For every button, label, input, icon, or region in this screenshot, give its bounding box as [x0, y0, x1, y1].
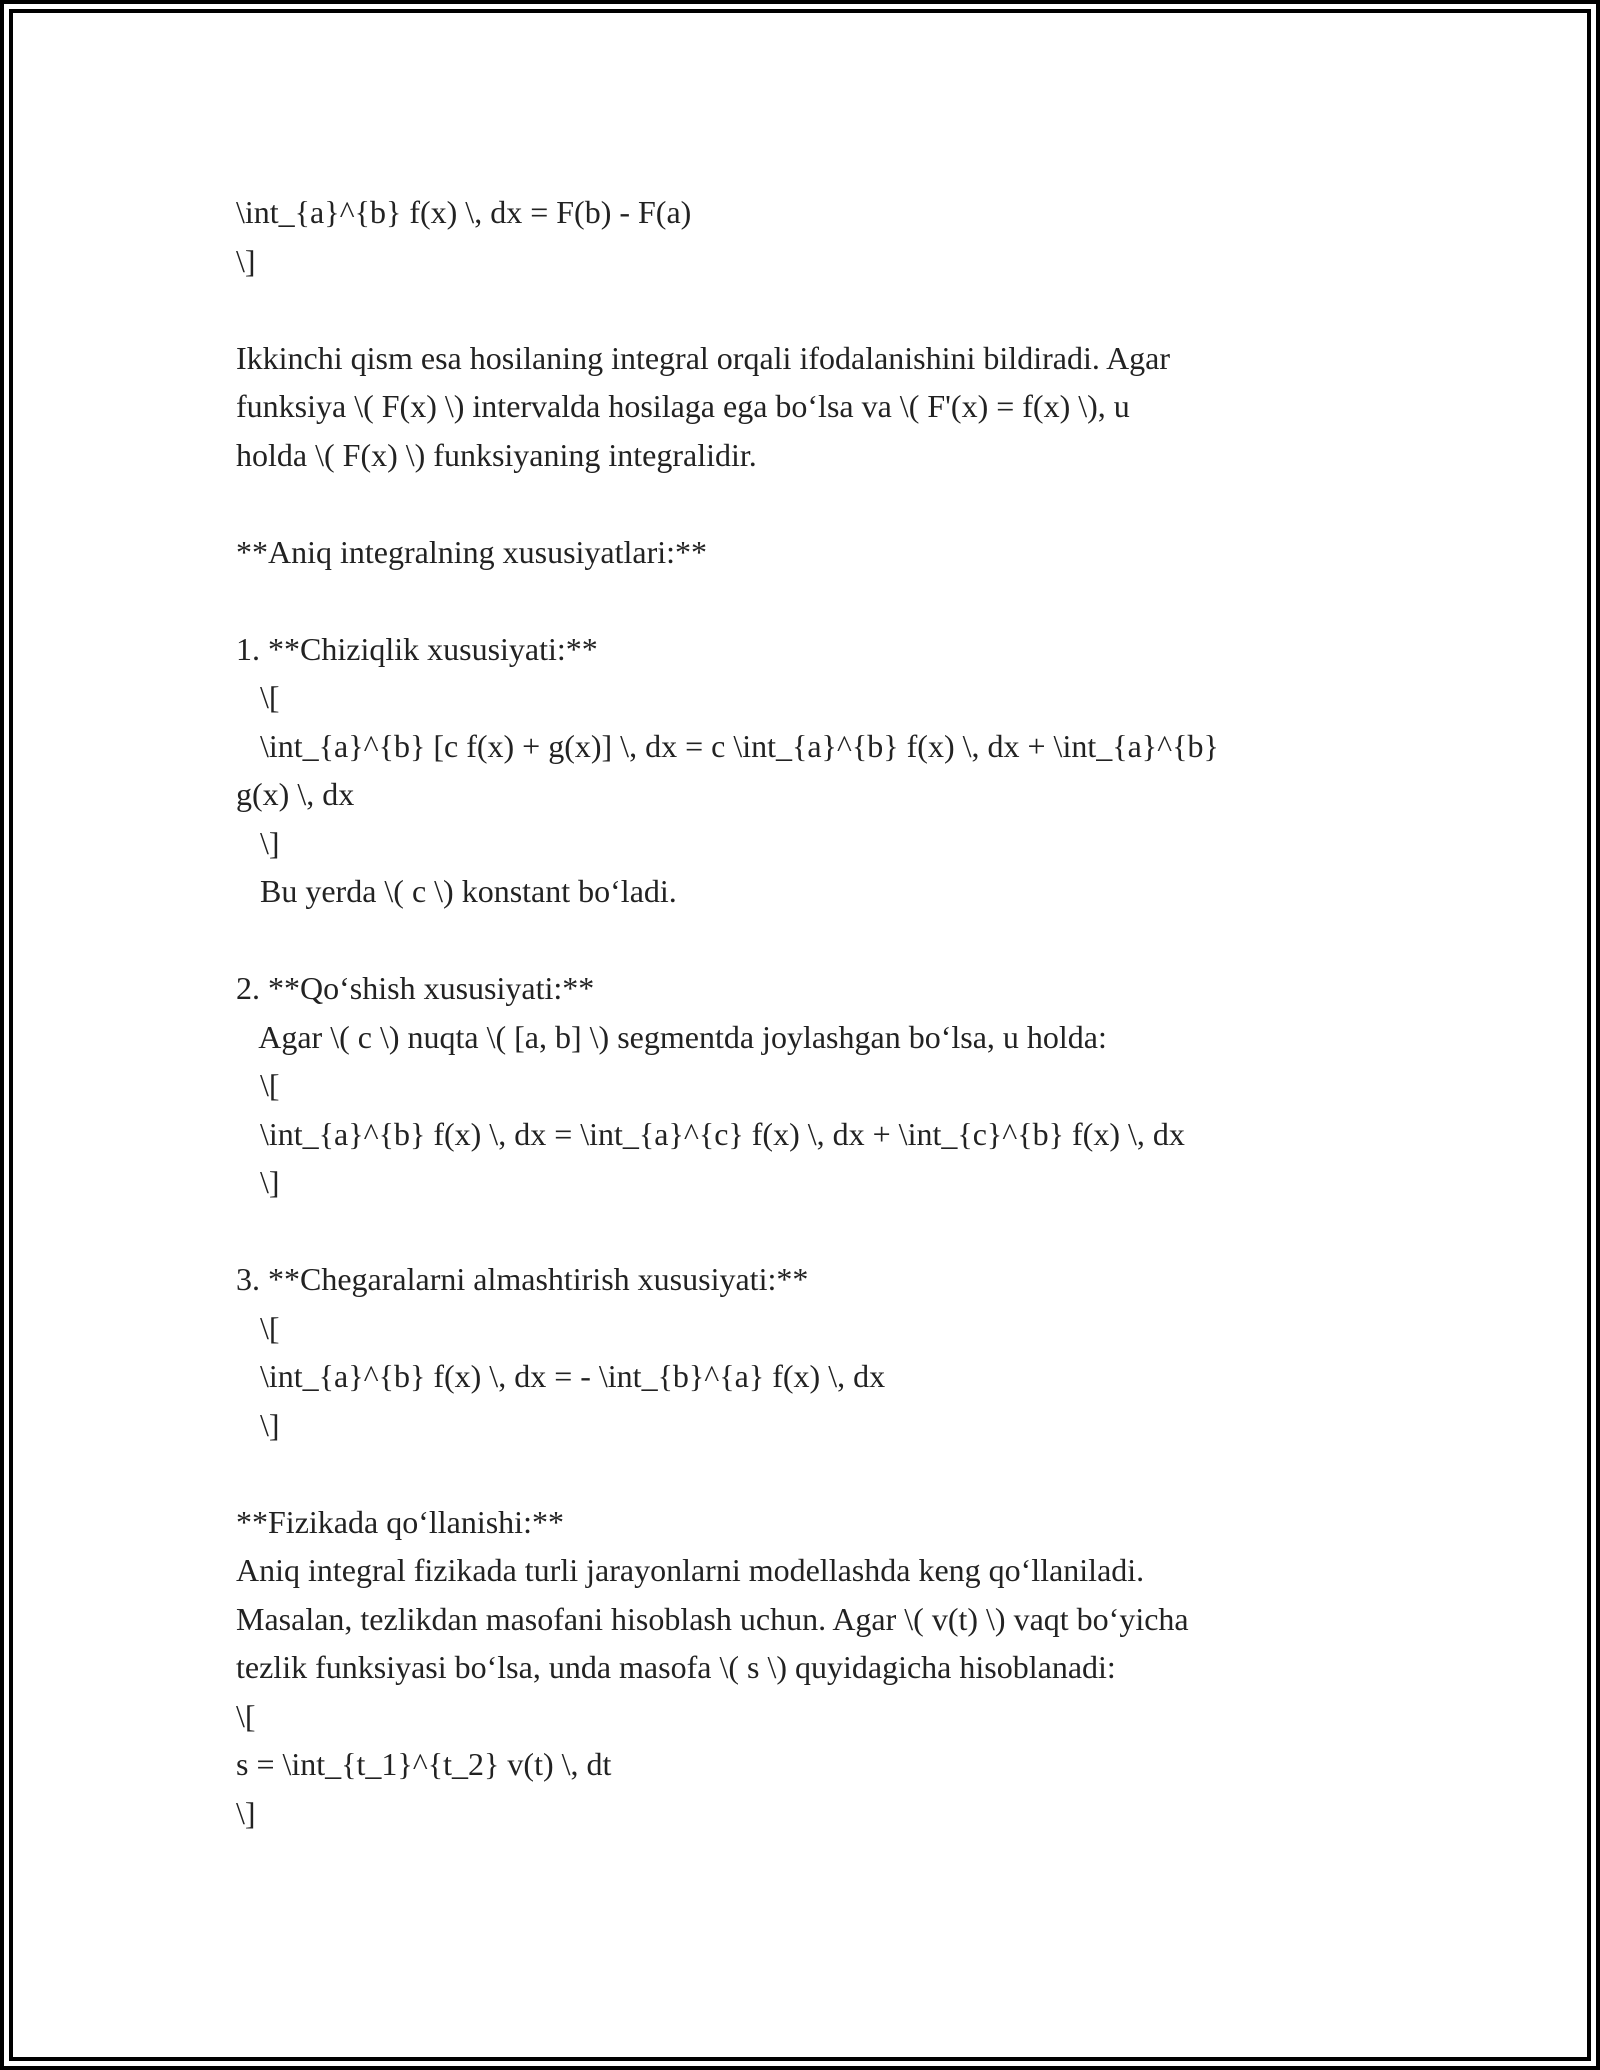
- text-line: Masalan, tezlikdan masofani hisoblash uchun. Agar \( v(t) \) vaqt bo‘yicha: [236, 1600, 1189, 1637]
- text-line: \[: [236, 1067, 280, 1103]
- blank-line: [236, 285, 1386, 334]
- list-item-heading: 1. **Chiziqlik xususiyati:**: [236, 630, 598, 667]
- section-heading: **Aniq integralning xususiyatlari:**: [236, 533, 708, 570]
- blank-line: [236, 916, 1386, 965]
- formula-line: \int_{a}^{b} f(x) \, dx = - \int_{b}^{a} f(x) \, dx: [236, 1358, 886, 1394]
- formula-line: s = \int_{t_1}^{t_2} v(t) \, dt: [236, 1746, 612, 1782]
- text-line: \[: [236, 1697, 256, 1734]
- text-line: Agar \( c \) nuqta \( [a, b] \) segmentda joylashgan bo‘lsa, u holda:: [236, 1018, 1107, 1055]
- text-line: \]: [236, 824, 280, 861]
- list-item-heading: 2. **Qo‘shish xususiyati:**: [236, 970, 595, 1006]
- text-line: tezlik funksiyasi bo‘lsa, unda masofa \( s \) quyidagicha hisoblanadi:: [236, 1649, 1116, 1685]
- text-line: Aniq integral fizikada turli jarayonlarni modellashda keng qo‘llaniladi.: [236, 1552, 1145, 1588]
- text-line: \]: [236, 1794, 256, 1831]
- text-line: \]: [236, 1164, 280, 1200]
- text-line: \]: [236, 1406, 280, 1443]
- formula-line: \int_{a}^{b} f(x) \, dx = \int_{a}^{c} f(x) \, dx + \int_{c}^{b} f(x) \, dx: [236, 1115, 1185, 1152]
- list-item-heading: 3. **Chegaralarni almashtirish xususiyati:**: [236, 1261, 809, 1297]
- text-line: holda \( F(x) \) funksiyaning integralidir.: [236, 436, 757, 473]
- blank-line: [236, 1449, 1386, 1498]
- text-line: Ikkinchi qism esa hosilaning integral orqali ifodalanishini bildiradi. Agar: [236, 339, 1171, 376]
- text-line: \[: [236, 1309, 280, 1346]
- text-line: \[: [236, 679, 280, 715]
- blank-line: [236, 479, 1386, 528]
- section-heading: **Fizikada qo‘llanishi:**: [236, 1503, 564, 1540]
- blank-line: [236, 1207, 1386, 1256]
- formula-line: \int_{a}^{b} [c f(x) + g(x)] \, dx = c \int_{a}^{b} f(x) \, dx + \int_{a}^{b}: [236, 727, 1219, 764]
- text-line: \int_{a}^{b} f(x) \, dx = F(b) - F(a): [236, 194, 692, 230]
- formula-line: g(x) \, dx: [236, 776, 355, 812]
- document-body: [236, 188, 1386, 1837]
- text-line: funksiya \( F(x) \) intervalda hosilaga ega bo‘lsa va \( F'(x) = f(x) \), u: [236, 388, 1130, 424]
- text-line: \]: [236, 242, 256, 279]
- blank-line: [236, 576, 1386, 625]
- text-line: Bu yerda \( c \) konstant bo‘ladi.: [236, 873, 677, 909]
